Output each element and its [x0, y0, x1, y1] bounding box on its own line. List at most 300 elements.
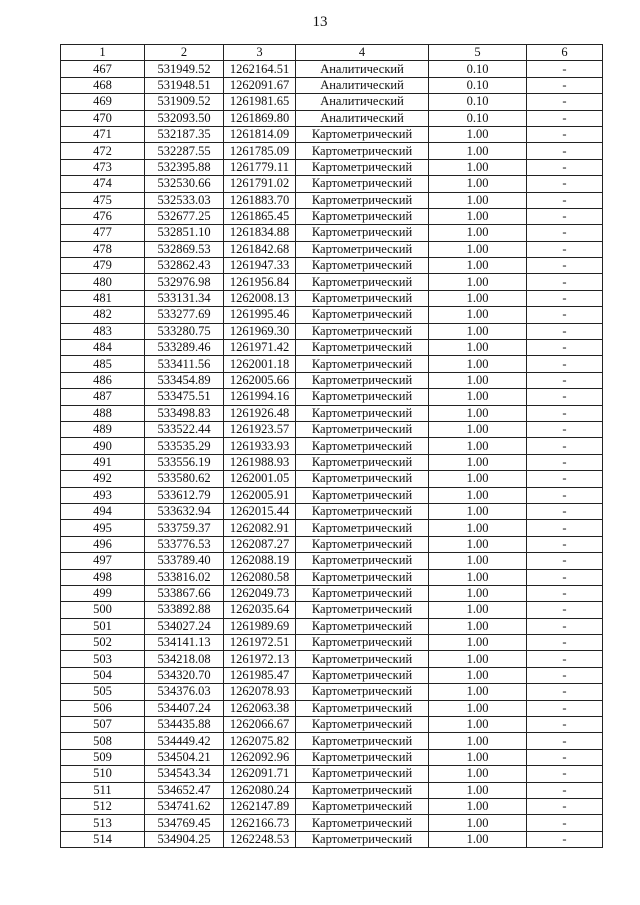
point-number-cell: 508 — [61, 733, 145, 749]
table-row — [61, 94, 603, 110]
point-number-cell: 479 — [61, 258, 145, 274]
method-cell: Картометрический — [296, 389, 429, 405]
accuracy-cell: 0.10 — [429, 94, 527, 110]
method-cell: Картометрический — [296, 520, 429, 536]
point-number-cell: 486 — [61, 372, 145, 388]
column-header: 1 — [61, 45, 145, 61]
method-cell: Картометрический — [296, 176, 429, 192]
x-coordinate-cell: 533289.46 — [145, 340, 224, 356]
point-number-cell: 493 — [61, 487, 145, 503]
x-coordinate-cell: 532530.66 — [145, 176, 224, 192]
table-row — [61, 782, 603, 798]
method-cell: Картометрический — [296, 733, 429, 749]
accuracy-cell: 1.00 — [429, 520, 527, 536]
x-coordinate-cell: 532862.43 — [145, 258, 224, 274]
column-header: 5 — [429, 45, 527, 61]
accuracy-cell: 1.00 — [429, 143, 527, 159]
y-coordinate-cell: 1262248.53 — [224, 831, 296, 847]
method-cell: Картометрический — [296, 569, 429, 585]
note-cell: - — [527, 356, 603, 372]
method-cell: Картометрический — [296, 503, 429, 519]
y-coordinate-cell: 1262001.18 — [224, 356, 296, 372]
note-cell: - — [527, 553, 603, 569]
point-number-cell: 495 — [61, 520, 145, 536]
method-cell: Картометрический — [296, 208, 429, 224]
method-cell: Картометрический — [296, 454, 429, 470]
x-coordinate-cell: 532287.55 — [145, 143, 224, 159]
y-coordinate-cell: 1262001.05 — [224, 471, 296, 487]
method-cell: Картометрический — [296, 372, 429, 388]
point-number-cell: 494 — [61, 503, 145, 519]
note-cell: - — [527, 110, 603, 126]
y-coordinate-cell: 1262164.51 — [224, 61, 296, 77]
accuracy-cell: 1.00 — [429, 421, 527, 437]
x-coordinate-cell: 534376.03 — [145, 684, 224, 700]
accuracy-cell: 1.00 — [429, 798, 527, 814]
point-number-cell: 472 — [61, 143, 145, 159]
y-coordinate-cell: 1261972.51 — [224, 635, 296, 651]
method-cell: Картометрический — [296, 553, 429, 569]
note-cell: - — [527, 815, 603, 831]
note-cell: - — [527, 290, 603, 306]
point-number-cell: 504 — [61, 667, 145, 683]
table-row — [61, 405, 603, 421]
point-number-cell: 509 — [61, 749, 145, 765]
y-coordinate-cell: 1262005.66 — [224, 372, 296, 388]
y-coordinate-cell: 1261988.93 — [224, 454, 296, 470]
accuracy-cell: 1.00 — [429, 307, 527, 323]
note-cell: - — [527, 258, 603, 274]
point-number-cell: 507 — [61, 717, 145, 733]
table-row — [61, 766, 603, 782]
note-cell: - — [527, 94, 603, 110]
note-cell: - — [527, 536, 603, 552]
accuracy-cell: 1.00 — [429, 602, 527, 618]
x-coordinate-cell: 532677.25 — [145, 208, 224, 224]
point-number-cell: 485 — [61, 356, 145, 372]
method-cell: Картометрический — [296, 323, 429, 339]
x-coordinate-cell: 533131.34 — [145, 290, 224, 306]
y-coordinate-cell: 1262091.71 — [224, 766, 296, 782]
note-cell: - — [527, 667, 603, 683]
note-cell: - — [527, 77, 603, 93]
x-coordinate-cell: 532187.35 — [145, 126, 224, 142]
table-row — [61, 225, 603, 241]
point-number-cell: 490 — [61, 438, 145, 454]
accuracy-cell: 1.00 — [429, 749, 527, 765]
y-coordinate-cell: 1261926.48 — [224, 405, 296, 421]
y-coordinate-cell: 1262087.27 — [224, 536, 296, 552]
x-coordinate-cell: 531948.51 — [145, 77, 224, 93]
point-number-cell: 487 — [61, 389, 145, 405]
note-cell: - — [527, 766, 603, 782]
point-number-cell: 475 — [61, 192, 145, 208]
x-coordinate-cell: 534407.24 — [145, 700, 224, 716]
table-row — [61, 241, 603, 257]
table-row — [61, 372, 603, 388]
note-cell: - — [527, 798, 603, 814]
x-coordinate-cell: 534027.24 — [145, 618, 224, 634]
x-coordinate-cell: 533632.94 — [145, 503, 224, 519]
table-row — [61, 815, 603, 831]
note-cell: - — [527, 340, 603, 356]
x-coordinate-cell: 533776.53 — [145, 536, 224, 552]
point-number-cell: 510 — [61, 766, 145, 782]
point-number-cell: 513 — [61, 815, 145, 831]
y-coordinate-cell: 1262049.73 — [224, 585, 296, 601]
y-coordinate-cell: 1262078.93 — [224, 684, 296, 700]
table-row — [61, 208, 603, 224]
x-coordinate-cell: 533498.83 — [145, 405, 224, 421]
y-coordinate-cell: 1262088.19 — [224, 553, 296, 569]
method-cell: Аналитический — [296, 77, 429, 93]
note-cell: - — [527, 421, 603, 437]
method-cell: Картометрический — [296, 405, 429, 421]
table-body — [61, 61, 603, 848]
x-coordinate-cell: 533892.88 — [145, 602, 224, 618]
accuracy-cell: 1.00 — [429, 766, 527, 782]
table-row — [61, 176, 603, 192]
table-row — [61, 831, 603, 847]
y-coordinate-cell: 1261779.11 — [224, 159, 296, 175]
x-coordinate-cell: 534218.08 — [145, 651, 224, 667]
x-coordinate-cell: 532395.88 — [145, 159, 224, 175]
note-cell: - — [527, 389, 603, 405]
y-coordinate-cell: 1262075.82 — [224, 733, 296, 749]
x-coordinate-cell: 533759.37 — [145, 520, 224, 536]
y-coordinate-cell: 1262080.24 — [224, 782, 296, 798]
accuracy-cell: 1.00 — [429, 438, 527, 454]
point-number-cell: 470 — [61, 110, 145, 126]
point-number-cell: 496 — [61, 536, 145, 552]
point-number-cell: 499 — [61, 585, 145, 601]
x-coordinate-cell: 532851.10 — [145, 225, 224, 241]
method-cell: Картометрический — [296, 258, 429, 274]
y-coordinate-cell: 1262091.67 — [224, 77, 296, 93]
y-coordinate-cell: 1261842.68 — [224, 241, 296, 257]
column-header: 6 — [527, 45, 603, 61]
table-row — [61, 700, 603, 716]
method-cell: Картометрический — [296, 225, 429, 241]
note-cell: - — [527, 61, 603, 77]
point-number-cell: 503 — [61, 651, 145, 667]
accuracy-cell: 1.00 — [429, 241, 527, 257]
note-cell: - — [527, 733, 603, 749]
y-coordinate-cell: 1261971.42 — [224, 340, 296, 356]
point-number-cell: 505 — [61, 684, 145, 700]
x-coordinate-cell: 533277.69 — [145, 307, 224, 323]
x-coordinate-cell: 534769.45 — [145, 815, 224, 831]
point-number-cell: 484 — [61, 340, 145, 356]
table-row — [61, 77, 603, 93]
table-row — [61, 389, 603, 405]
point-number-cell: 467 — [61, 61, 145, 77]
y-coordinate-cell: 1262092.96 — [224, 749, 296, 765]
note-cell: - — [527, 192, 603, 208]
note-cell: - — [527, 143, 603, 159]
y-coordinate-cell: 1261791.02 — [224, 176, 296, 192]
point-number-cell: 502 — [61, 635, 145, 651]
point-number-cell: 501 — [61, 618, 145, 634]
note-cell: - — [527, 225, 603, 241]
method-cell: Картометрический — [296, 667, 429, 683]
table-row — [61, 553, 603, 569]
method-cell: Картометрический — [296, 192, 429, 208]
x-coordinate-cell: 534741.62 — [145, 798, 224, 814]
table-row — [61, 258, 603, 274]
table-row — [61, 159, 603, 175]
x-coordinate-cell: 531909.52 — [145, 94, 224, 110]
point-number-cell: 476 — [61, 208, 145, 224]
y-coordinate-cell: 1262035.64 — [224, 602, 296, 618]
y-coordinate-cell: 1261865.45 — [224, 208, 296, 224]
accuracy-cell: 1.00 — [429, 684, 527, 700]
note-cell: - — [527, 602, 603, 618]
table-row — [61, 618, 603, 634]
method-cell: Картометрический — [296, 421, 429, 437]
table-row — [61, 520, 603, 536]
x-coordinate-cell: 533556.19 — [145, 454, 224, 470]
x-coordinate-cell: 533475.51 — [145, 389, 224, 405]
table-header-row — [61, 45, 603, 61]
note-cell: - — [527, 684, 603, 700]
accuracy-cell: 0.10 — [429, 61, 527, 77]
accuracy-cell: 1.00 — [429, 618, 527, 634]
y-coordinate-cell: 1261995.46 — [224, 307, 296, 323]
x-coordinate-cell: 533789.40 — [145, 553, 224, 569]
point-number-cell: 497 — [61, 553, 145, 569]
point-number-cell: 500 — [61, 602, 145, 618]
y-coordinate-cell: 1262080.58 — [224, 569, 296, 585]
note-cell: - — [527, 208, 603, 224]
method-cell: Аналитический — [296, 110, 429, 126]
method-cell: Картометрический — [296, 766, 429, 782]
point-number-cell: 512 — [61, 798, 145, 814]
table-row — [61, 290, 603, 306]
note-cell: - — [527, 438, 603, 454]
y-coordinate-cell: 1261981.65 — [224, 94, 296, 110]
method-cell: Картометрический — [296, 618, 429, 634]
point-number-cell: 489 — [61, 421, 145, 437]
column-header: 4 — [296, 45, 429, 61]
note-cell: - — [527, 126, 603, 142]
table-row — [61, 569, 603, 585]
method-cell: Картометрический — [296, 602, 429, 618]
accuracy-cell: 1.00 — [429, 815, 527, 831]
y-coordinate-cell: 1262063.38 — [224, 700, 296, 716]
x-coordinate-cell: 532093.50 — [145, 110, 224, 126]
accuracy-cell: 1.00 — [429, 569, 527, 585]
table-row — [61, 536, 603, 552]
accuracy-cell: 1.00 — [429, 208, 527, 224]
table-row — [61, 684, 603, 700]
note-cell: - — [527, 323, 603, 339]
x-coordinate-cell: 534141.13 — [145, 635, 224, 651]
method-cell: Картометрический — [296, 536, 429, 552]
method-cell: Картометрический — [296, 340, 429, 356]
table-row — [61, 274, 603, 290]
table-row — [61, 798, 603, 814]
table-row — [61, 323, 603, 339]
x-coordinate-cell: 532533.03 — [145, 192, 224, 208]
note-cell: - — [527, 159, 603, 175]
x-coordinate-cell: 533454.89 — [145, 372, 224, 388]
method-cell: Картометрический — [296, 798, 429, 814]
column-header: 3 — [224, 45, 296, 61]
note-cell: - — [527, 503, 603, 519]
y-coordinate-cell: 1261869.80 — [224, 110, 296, 126]
accuracy-cell: 1.00 — [429, 340, 527, 356]
method-cell: Картометрический — [296, 782, 429, 798]
x-coordinate-cell: 534652.47 — [145, 782, 224, 798]
point-number-cell: 473 — [61, 159, 145, 175]
x-coordinate-cell: 533816.02 — [145, 569, 224, 585]
table-row — [61, 61, 603, 77]
accuracy-cell: 1.00 — [429, 635, 527, 651]
accuracy-cell: 1.00 — [429, 487, 527, 503]
accuracy-cell: 1.00 — [429, 471, 527, 487]
x-coordinate-cell: 533535.29 — [145, 438, 224, 454]
table-row — [61, 307, 603, 323]
y-coordinate-cell: 1261883.70 — [224, 192, 296, 208]
y-coordinate-cell: 1262066.67 — [224, 717, 296, 733]
point-number-cell: 469 — [61, 94, 145, 110]
y-coordinate-cell: 1262015.44 — [224, 503, 296, 519]
method-cell: Аналитический — [296, 61, 429, 77]
note-cell: - — [527, 274, 603, 290]
note-cell: - — [527, 635, 603, 651]
accuracy-cell: 1.00 — [429, 536, 527, 552]
method-cell: Картометрический — [296, 635, 429, 651]
table-row — [61, 503, 603, 519]
method-cell: Картометрический — [296, 307, 429, 323]
table-row — [61, 192, 603, 208]
method-cell: Картометрический — [296, 651, 429, 667]
x-coordinate-cell: 534904.25 — [145, 831, 224, 847]
note-cell: - — [527, 454, 603, 470]
note-cell: - — [527, 405, 603, 421]
coordinates-table — [60, 44, 603, 848]
accuracy-cell: 1.00 — [429, 585, 527, 601]
table-row — [61, 487, 603, 503]
accuracy-cell: 1.00 — [429, 274, 527, 290]
point-number-cell: 492 — [61, 471, 145, 487]
method-cell: Картометрический — [296, 126, 429, 142]
table-row — [61, 602, 603, 618]
note-cell: - — [527, 651, 603, 667]
table-row — [61, 717, 603, 733]
accuracy-cell: 1.00 — [429, 258, 527, 274]
page-number: 13 — [312, 14, 328, 30]
method-cell: Картометрический — [296, 487, 429, 503]
note-cell: - — [527, 749, 603, 765]
accuracy-cell: 1.00 — [429, 831, 527, 847]
table-row — [61, 635, 603, 651]
point-number-cell: 514 — [61, 831, 145, 847]
method-cell: Аналитический — [296, 94, 429, 110]
x-coordinate-cell: 533612.79 — [145, 487, 224, 503]
accuracy-cell: 1.00 — [429, 225, 527, 241]
x-coordinate-cell: 534543.34 — [145, 766, 224, 782]
note-cell: - — [527, 520, 603, 536]
accuracy-cell: 1.00 — [429, 503, 527, 519]
accuracy-cell: 1.00 — [429, 323, 527, 339]
x-coordinate-cell: 534504.21 — [145, 749, 224, 765]
table-row — [61, 126, 603, 142]
y-coordinate-cell: 1261972.13 — [224, 651, 296, 667]
table-row — [61, 733, 603, 749]
point-number-cell: 478 — [61, 241, 145, 257]
point-number-cell: 488 — [61, 405, 145, 421]
point-number-cell: 483 — [61, 323, 145, 339]
note-cell: - — [527, 618, 603, 634]
y-coordinate-cell: 1261834.88 — [224, 225, 296, 241]
table-row — [61, 110, 603, 126]
x-coordinate-cell: 534320.70 — [145, 667, 224, 683]
point-number-cell: 474 — [61, 176, 145, 192]
note-cell: - — [527, 471, 603, 487]
y-coordinate-cell: 1262005.91 — [224, 487, 296, 503]
point-number-cell: 468 — [61, 77, 145, 93]
method-cell: Картометрический — [296, 274, 429, 290]
accuracy-cell: 1.00 — [429, 454, 527, 470]
accuracy-cell: 1.00 — [429, 389, 527, 405]
method-cell: Картометрический — [296, 717, 429, 733]
note-cell: - — [527, 585, 603, 601]
accuracy-cell: 1.00 — [429, 372, 527, 388]
y-coordinate-cell: 1261969.30 — [224, 323, 296, 339]
x-coordinate-cell: 533280.75 — [145, 323, 224, 339]
method-cell: Картометрический — [296, 438, 429, 454]
note-cell: - — [527, 372, 603, 388]
point-number-cell: 477 — [61, 225, 145, 241]
table-row — [61, 454, 603, 470]
column-header: 2 — [145, 45, 224, 61]
table-row — [61, 340, 603, 356]
accuracy-cell: 0.10 — [429, 77, 527, 93]
accuracy-cell: 1.00 — [429, 553, 527, 569]
method-cell: Картометрический — [296, 143, 429, 159]
y-coordinate-cell: 1261947.33 — [224, 258, 296, 274]
method-cell: Картометрический — [296, 815, 429, 831]
y-coordinate-cell: 1261985.47 — [224, 667, 296, 683]
point-number-cell: 481 — [61, 290, 145, 306]
x-coordinate-cell: 533522.44 — [145, 421, 224, 437]
x-coordinate-cell: 532869.53 — [145, 241, 224, 257]
accuracy-cell: 0.10 — [429, 110, 527, 126]
method-cell: Картометрический — [296, 159, 429, 175]
point-number-cell: 511 — [61, 782, 145, 798]
note-cell: - — [527, 487, 603, 503]
note-cell: - — [527, 176, 603, 192]
y-coordinate-cell: 1262147.89 — [224, 798, 296, 814]
method-cell: Картометрический — [296, 290, 429, 306]
method-cell: Картометрический — [296, 749, 429, 765]
accuracy-cell: 1.00 — [429, 667, 527, 683]
note-cell: - — [527, 241, 603, 257]
note-cell: - — [527, 717, 603, 733]
y-coordinate-cell: 1262008.13 — [224, 290, 296, 306]
table-row — [61, 667, 603, 683]
x-coordinate-cell: 532976.98 — [145, 274, 224, 290]
y-coordinate-cell: 1262082.91 — [224, 520, 296, 536]
accuracy-cell: 1.00 — [429, 126, 527, 142]
accuracy-cell: 1.00 — [429, 176, 527, 192]
accuracy-cell: 1.00 — [429, 290, 527, 306]
table-row — [61, 356, 603, 372]
y-coordinate-cell: 1261923.57 — [224, 421, 296, 437]
accuracy-cell: 1.00 — [429, 733, 527, 749]
